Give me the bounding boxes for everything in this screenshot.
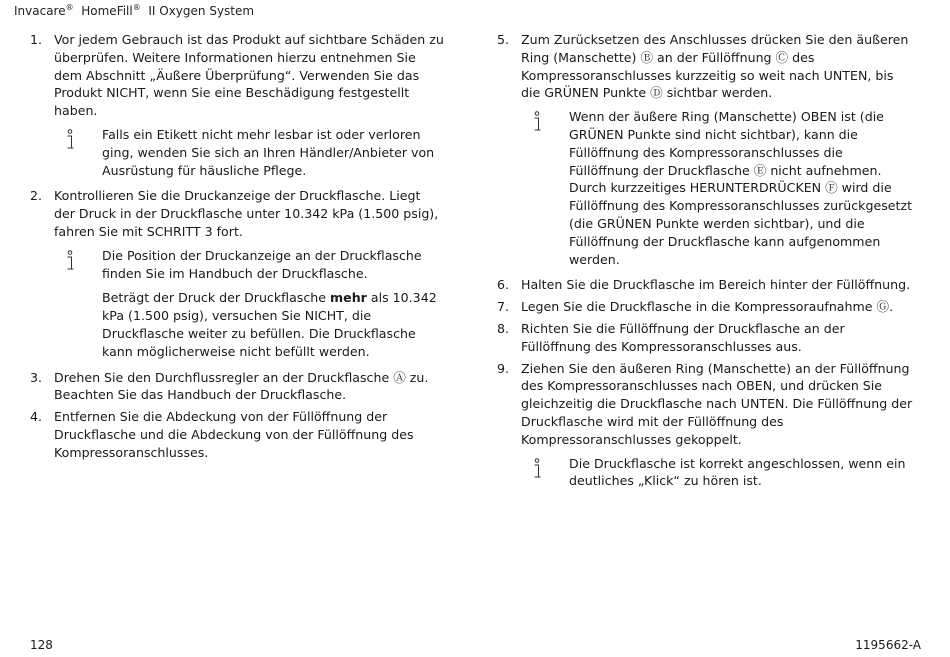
- step-number: 5.: [497, 32, 510, 47]
- document-number: 1195662-A: [855, 638, 921, 652]
- info-icon: [63, 129, 77, 151]
- step-number: 9.: [497, 360, 510, 376]
- note-text: Wenn der äußere Ring (Manschette) OBEN ist (die GRÜNEN Punkte sind nicht sichtbar), kann die Füllöffnung des Kompressoranschlusses die Füllöffnung der Druckflasche Ⓔ nicht aufnehmen. Durch kurzzeitiges HERUNTERDRÜCKEN Ⓕ wird die Füllöffnung des Kompressoranschlusses zurückgesetzt (die GRÜNEN Punkte werden sichtbar), und die Füllöffnung der Druckflasche kann aufgenommen werden.: [569, 109, 913, 267]
- info-icon: [530, 111, 544, 133]
- info-note: [54, 126, 445, 179]
- step-4: [30, 408, 445, 461]
- info-icon: [530, 458, 544, 480]
- info-icon: [63, 250, 77, 272]
- step-number: 4.: [30, 409, 43, 425]
- step-number: 6.: [497, 277, 510, 293]
- step-number: 3.: [30, 369, 43, 385]
- note-text: Die Druckflasche ist korrekt angeschlossen, wenn ein deutliches „Klick“ zu hören ist.: [569, 455, 906, 489]
- step-text: Vor jedem Gebrauch ist das Produkt auf sichtbare Schäden zu überprüfen. Weitere Informationen hierzu entnehmen Sie dem Abschnitt „Äußere Überprüfung“. Verwenden Sie das Produkt NICHT, wenn Sie eine Beschädigung festgestellt haben.: [54, 32, 444, 119]
- note-text: Die Position der Druckanzeige an der Druckflasche finden Sie im Handbuch der Druckflasche.: [102, 247, 422, 281]
- step-6: [497, 276, 915, 294]
- step-text: Entfernen Sie die Abdeckung von der Füllöffnung der Druckflasche und die Abdeckung von der Füllöffnung des Kompressoranschlusses.: [54, 409, 414, 460]
- note-text: Falls ein Etikett nicht mehr lesbar ist oder verloren ging, wenden Sie sich an Ihren Händler/Anbieter von Ausrüstung für häusliche Pflege.: [102, 126, 435, 178]
- registered-mark: ®: [65, 3, 74, 12]
- registered-mark: ®: [132, 3, 141, 12]
- step-3: [30, 369, 445, 405]
- step-9: [497, 360, 915, 449]
- step-text: Halten Sie die Druckflasche im Bereich hinter der Füllöffnung.: [521, 277, 911, 293]
- info-note: [54, 247, 445, 361]
- step-text: Ziehen Sie den äußeren Ring (Manschette) an der Füllöffnung des Kompressoranschlusses nach OBEN, und drücken Sie gleichzeitig die Druckflasche nach UNTEN. Die Füllöffnung der Druckflasche wird mit der Füllöffnung des Kompressoranschlusses gekoppelt.: [521, 360, 913, 447]
- step-text: Richten Sie die Füllöffnung der Druckflasche an der Füllöffnung des Kompressoranschlusses aus.: [521, 320, 845, 354]
- step-number: 7.: [497, 299, 510, 315]
- page-number: 128: [30, 638, 53, 652]
- info-note: [521, 108, 915, 268]
- step-text: Kontrollieren Sie die Druckanzeige der Druckflasche. Liegt der Druck in der Druckflasche unter 10.342 kPa (1.500 psig), fahren Sie mit SCHRITT 3 fort.: [54, 188, 439, 239]
- step-7: [497, 298, 915, 316]
- note-text: Beträgt der Druck der Druckflasche mehr als 10.342 kPa (1.500 psig), versuchen Sie NICHT, die Druckflasche weiter zu befüllen. Die Druckflasche kann möglicherweise nicht befüllt werden.: [102, 290, 437, 359]
- header-brand: Invacare: [14, 4, 66, 18]
- step-number: 2.: [30, 188, 43, 204]
- step-2: [30, 187, 445, 240]
- right-column: [497, 31, 915, 498]
- step-text: Drehen Sie den Durchflussregler an der Druckflasche Ⓐ zu. Beachten Sie das Handbuch der Druckflasche.: [54, 369, 429, 403]
- header-suffix: II Oxygen System: [148, 4, 255, 18]
- step-number: 8.: [497, 320, 510, 336]
- step-1: [30, 31, 445, 120]
- left-column: [30, 31, 445, 466]
- step-5: [497, 31, 915, 102]
- header-product: HomeFill: [81, 4, 133, 18]
- info-note: [521, 455, 915, 491]
- step-text: Zum Zurücksetzen des Anschlusses drücken Sie den äußeren Ring (Manschette) Ⓑ an der Füllöffnung Ⓒ des Kompressoranschlusses kurzzeitig so weit nach UNTEN, bis die GRÜNEN Punkte Ⓓ sichtbar werden.: [521, 32, 909, 101]
- step-8: [497, 320, 915, 356]
- step-number: 1.: [30, 32, 43, 47]
- step-text: Legen Sie die Druckflasche in die Kompressoraufnahme Ⓖ.: [521, 299, 894, 315]
- running-header: [14, 3, 254, 18]
